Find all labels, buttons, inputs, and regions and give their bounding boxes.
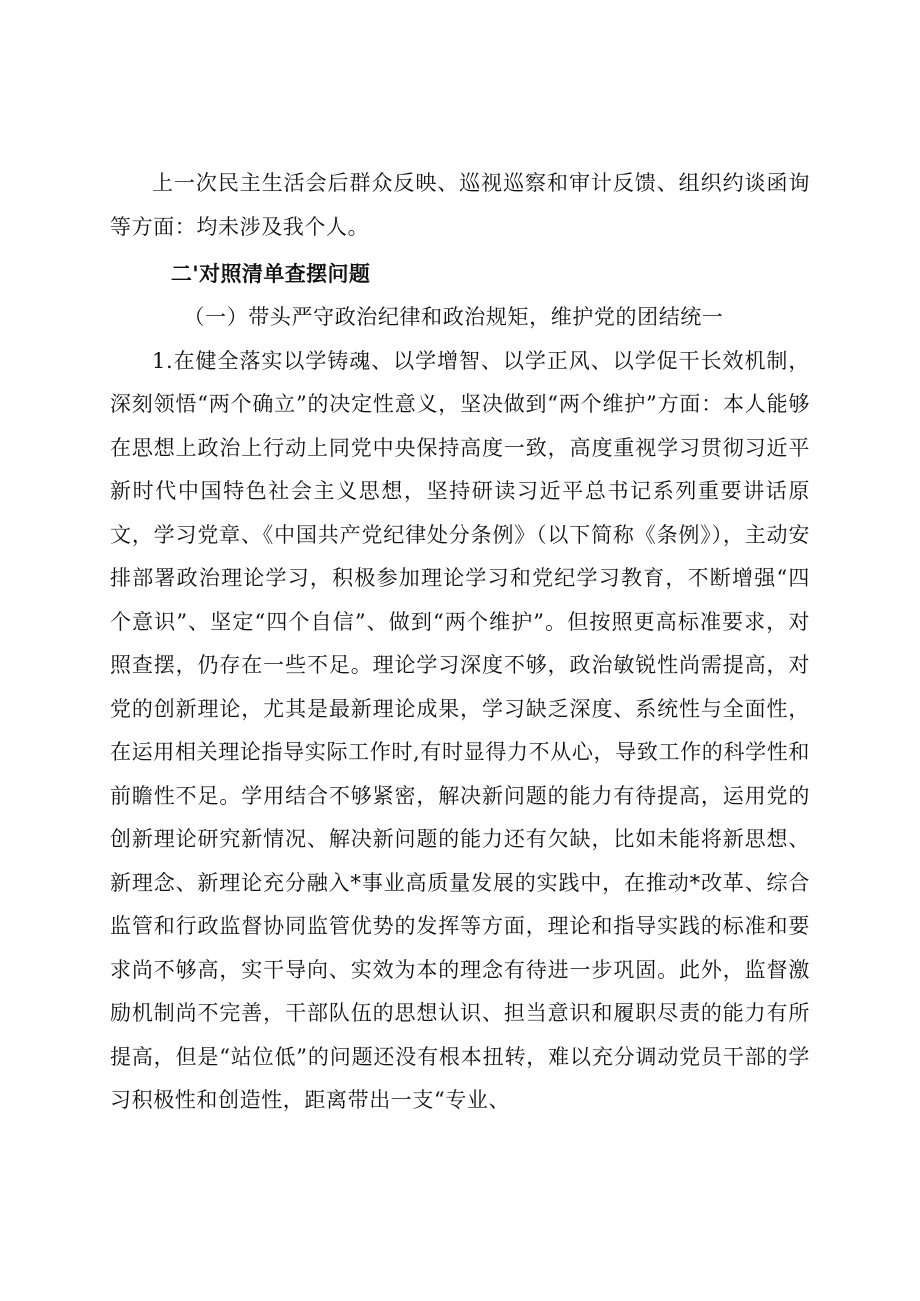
paragraph-item-1: 1.在健全落实以学铸魂、以学增智、以学正风、以学促干长效机制，深刻领悟“两个确立”的决定性意义，坚决做到“两个维护”方面：本人能够在思想上政治上行动上同党中央保持高度一致，高度重视学习贯彻习近平新时代中国特色社会主义思想，坚持研读习近平总书记系列重要讲话原文，学习党章、《中国共产党纪律处分条例》（以下简称《条例》），主动安排部署政治理论学习，积极参加理论学习和党纪学习教育，不断增强“四个意识”、坚定“四个自信”、做到“两个维护”。但按照更高标准要求，对照查摆，仍存在一些不足。理论学习深度不够，政治敏锐性尚需提高，对党的创新理论，尤其是最新理论成果，学习缺乏深度、系统性与全面性，在运用相关理论指导实际工作时,有时显得力不从心，导致工作的科学性和前瞻性不足。学用结合不够紧密，解决新问题的能力有待提高，运用党的创新理论研究新情况、解决新问题的能力还有欠缺，比如未能将新思想、新理念、新理论充分融入*事业高质量发展的实践中，在推动*改革、综合监管和行政监督协同监管优势的发挥等方面，理论和指导实践的标准和要求尚不够高，实干导向、实效为本的理念有待进一步巩固。此外，监督激励机制尚不完善，干部队伍的思想认识、担当意识和履职尽责的能力有所提高，但是“站位低”的问题还没有根本扭转，难以充分调动党员干部的学习积极性和创造性，距离带出一支“专业、	[110, 348, 810, 1112]
section-heading-checklist: 二'对照清单查摆问题	[170, 262, 371, 286]
subsection-heading-political-discipline: （一）带头严守政治纪律和政治规矩，维护党的团结统一	[183, 305, 724, 329]
paragraph-feedback-summary: 上一次民主生活会后群众反映、巡视巡察和审计反馈、组织约谈函询等方面：均未涉及我个人。	[110, 171, 810, 239]
document-body	[110, 162, 810, 1123]
